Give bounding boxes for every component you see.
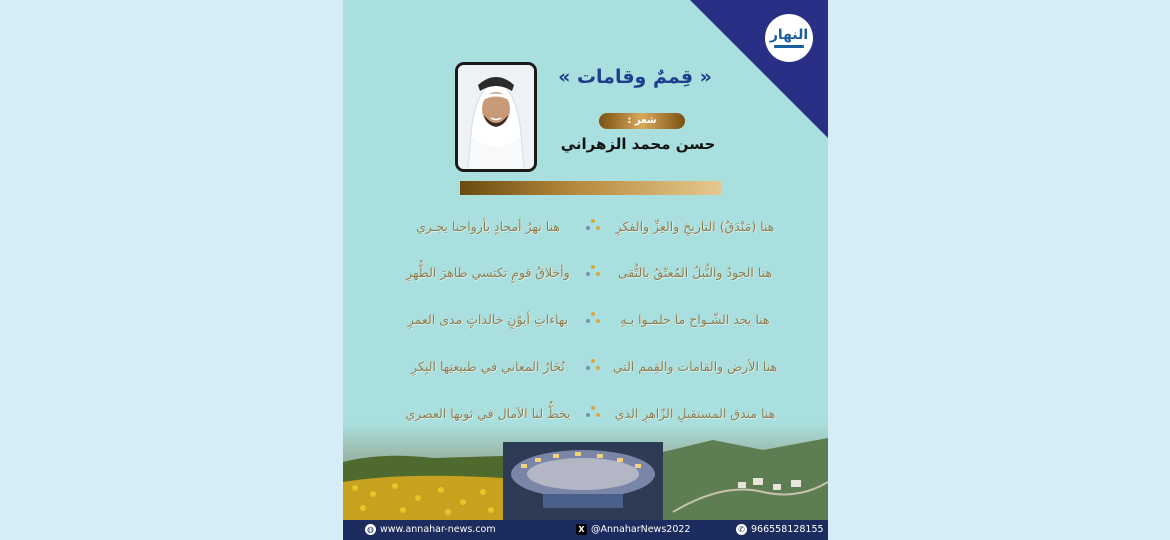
annahar-logo: النهار (765, 14, 813, 62)
verse-second-half: بهاءاتِ أيوْنٍ خالداتٍ مدى العمرِ (407, 312, 569, 327)
verse-row (343, 353, 828, 387)
social-contact[interactable] (576, 524, 690, 535)
landscape-photo-strip (343, 422, 828, 520)
social-handle: @AnnaharNews2022 (591, 524, 691, 535)
verse-first-half: هنا يجد الشّـواح ما حلمـوا بـهِ (620, 312, 770, 327)
poet-label-badge: شعر : (599, 113, 685, 129)
verse-row (343, 213, 828, 247)
whatsapp-icon: ✆ (736, 524, 747, 535)
globe-icon: ◍ (365, 524, 376, 535)
verse-first-half: هنا (مَنْدَقُ) التاريخِ والعِزِّ والفكرِ (615, 219, 775, 234)
website-contact[interactable] (365, 524, 496, 535)
poem-poster (343, 0, 828, 540)
verse-second-half: يخطُّ لنا الآمال في ثوبها العصري (405, 406, 571, 421)
verse-first-half: هنا مندق المستقبلِ الزّاهرِ الذي (614, 406, 776, 421)
verse-first-half: هنا الأرض والقامات والقِمم التي (612, 359, 778, 374)
phone-number: 966558128155 (751, 524, 824, 535)
phone-contact[interactable] (736, 524, 824, 535)
poet-portrait-icon (458, 65, 534, 169)
website-url: www.annahar-news.com (380, 524, 496, 535)
gold-divider (460, 181, 722, 195)
three-dots-ornament-icon (586, 265, 600, 277)
poet-name: حسن محمد الزهراني (560, 135, 716, 153)
x-logo-icon: X (576, 524, 587, 535)
verse-row (343, 306, 828, 340)
verse-first-half: هنا الجودُ والنُّبلُ المُعتّقُ بالتُّقى (617, 265, 773, 280)
poet-photo (455, 62, 537, 172)
verse-row (343, 259, 828, 293)
three-dots-ornament-icon (586, 406, 600, 418)
verse-second-half: هنا نهرُ أمجادٍ بأرواحنا يجـري (416, 219, 560, 234)
poem-title: « قِممٌ وقامات » (558, 66, 712, 88)
verse-second-half: وأخلاقُ قومٍ تكتسي طاهرَ الطُّهرِ (406, 265, 570, 280)
footer-bar (343, 520, 828, 540)
three-dots-ornament-icon (586, 219, 600, 231)
three-dots-ornament-icon (586, 312, 600, 324)
verse-second-half: تُحَارُ المعاني في طبيعتِها البِكرِ (411, 359, 565, 374)
three-dots-ornament-icon (586, 359, 600, 371)
